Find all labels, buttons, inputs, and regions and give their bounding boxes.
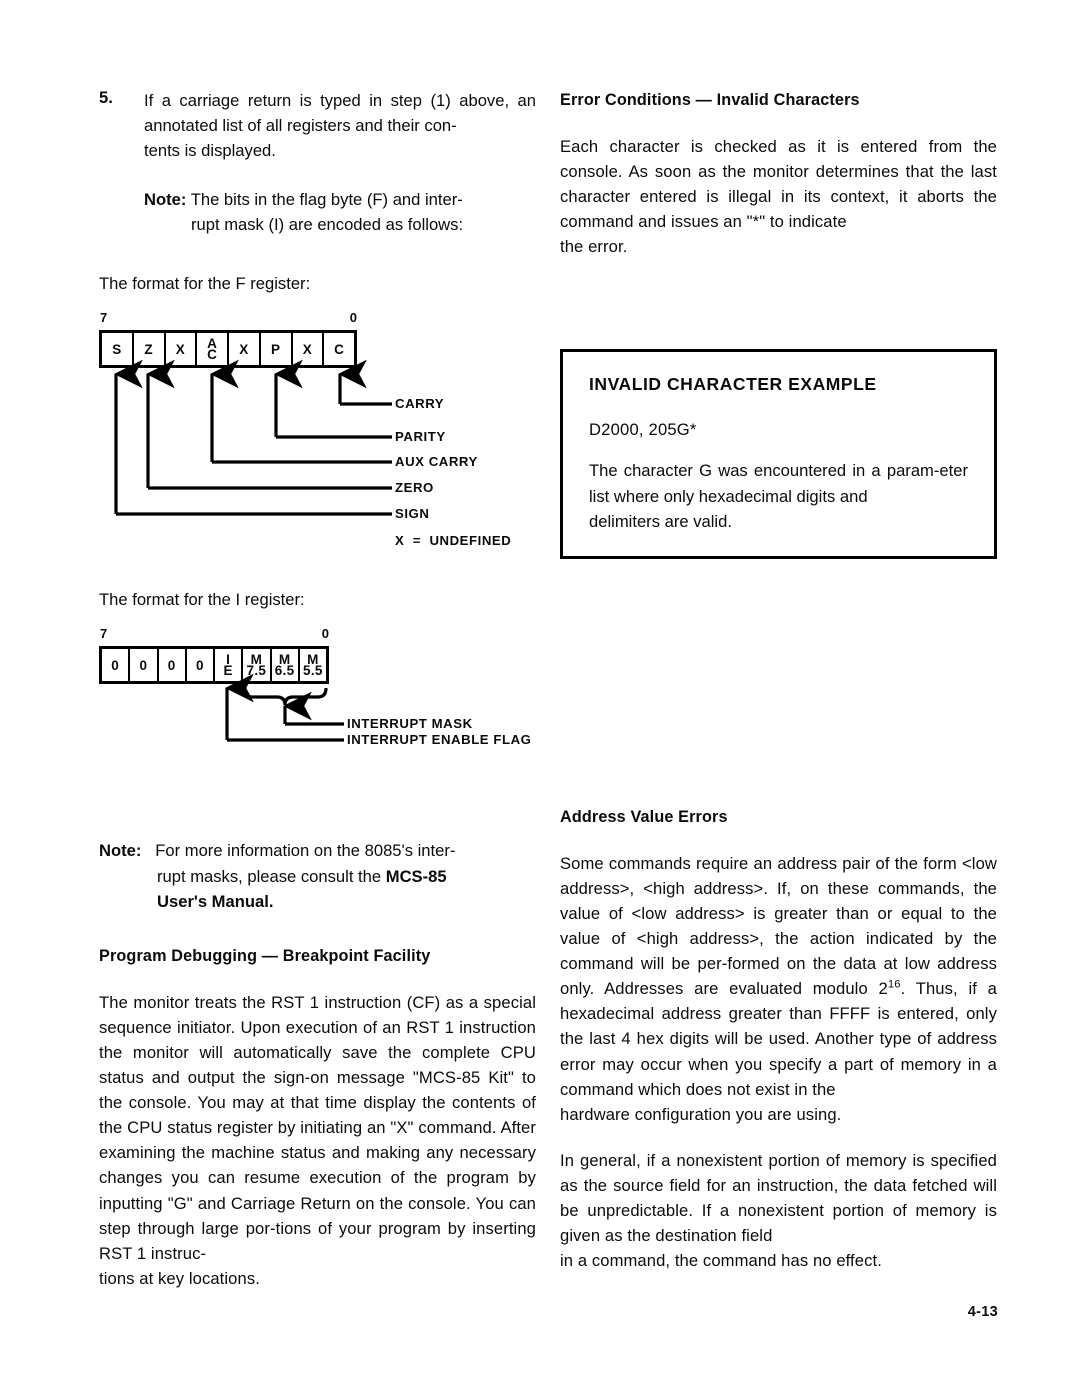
address-exponent: 16	[887, 978, 901, 991]
f-bit-4-label-b: C	[207, 347, 218, 363]
f-bit-0-label: C	[334, 341, 345, 357]
example-box-code: D2000, 205G*	[589, 420, 697, 440]
note-text-1: The bits in the flag byte (F) and inter-	[190, 190, 463, 210]
example-body-text: The character G was encountered in a param-eter list where only hexadecimal digits and	[589, 461, 968, 506]
paragraph-error-conditions	[560, 134, 997, 259]
i-label-interrupt-enable-flag: INTERRUPT ENABLE FLAG	[347, 732, 532, 748]
item-5-text: If a carriage return is typed in step (1) above, an annotated list of all registers and their con-	[144, 91, 536, 136]
i-bit-m65-label-b: 6.5	[274, 663, 295, 679]
paragraph-program-debugging	[99, 990, 536, 1291]
note2-line-3: User's Manual.	[157, 891, 274, 911]
debug-text-last: tions at key locations.	[99, 1268, 260, 1288]
interrupt-mask-brace	[244, 688, 326, 705]
address-text-2: In general, if a nonexistent portion of memory is specified as the source field for an instruction, the data fetched will be unpredictable. If a nonexistent portion of memory is given as the destination field	[560, 1150, 997, 1246]
note-flag-encoding	[144, 187, 536, 237]
numbered-item-5	[99, 88, 536, 163]
right-column	[560, 88, 997, 1294]
note2-label: Note:	[99, 841, 142, 861]
i-register-caption: The format for the I register:	[99, 590, 305, 610]
f-register-leader-lines	[99, 312, 399, 527]
heading-program-debugging: Program Debugging — Breakpoint Facility	[99, 946, 431, 965]
f-label-zero: ZERO	[395, 480, 434, 496]
i-register-diagram	[99, 628, 536, 748]
example-body-last: delimiters are valid.	[589, 511, 732, 531]
i-bit-m75-label-b: 7.5	[246, 663, 267, 679]
f-register-caption: The format for the F register:	[99, 274, 311, 294]
f-bit-4-label-a: A	[207, 335, 218, 351]
i-bit-label-low: 0	[321, 626, 329, 642]
f-bit-3-label: X	[239, 341, 249, 357]
i-bit-7-label: 0	[111, 657, 120, 673]
left-column	[99, 88, 536, 1312]
i-bit-label-high: 7	[100, 626, 108, 642]
i-bit-m75-label-a: M	[250, 651, 263, 667]
note2-line-1	[99, 838, 536, 863]
heading-address-value-errors: Address Value Errors	[560, 807, 728, 826]
f-label-carry: CARRY	[395, 396, 445, 412]
example-box-body	[589, 458, 968, 533]
i-bit-m55-label-a: M	[307, 651, 319, 667]
f-label-legend: X = UNDEFINED	[395, 533, 512, 549]
note2-text-1: For more information on the 8085's inter-	[155, 841, 456, 861]
f-bit-5-label: X	[175, 341, 186, 357]
errors-text: Each character is checked as it is entered from the console. As soon as the monitor determines that the last character entered is illegal in its context, it aborts the command and issues an "*" to indicate	[560, 137, 997, 232]
errors-text-last: the error.	[560, 237, 628, 257]
f-label-sign: SIGN	[395, 506, 430, 522]
i-bit-4-label: 0	[195, 657, 204, 673]
paragraph-address-errors-1	[560, 851, 997, 1127]
note-label: Note:	[144, 190, 187, 210]
note-line-1	[144, 187, 536, 212]
note-interrupt-masks	[99, 838, 536, 913]
i-bit-ie-label-a: I	[226, 651, 231, 667]
f-bit-label-high: 7	[100, 310, 108, 326]
address-text-2-last: in a command, the command has no effect.	[560, 1251, 882, 1271]
f-bit-6-label: Z	[144, 341, 153, 357]
f-bit-2-label: P	[270, 341, 281, 357]
heading-error-conditions: Error Conditions — Invalid Characters	[560, 91, 860, 109]
f-bit-7-label: S	[112, 341, 122, 357]
item-5-last-line: tents is displayed.	[144, 141, 276, 161]
i-bit-5-label: 0	[167, 657, 176, 673]
i-bit-m55-label-b: 5.5	[303, 663, 323, 679]
note-line-2: rupt mask (I) are encoded as follows:	[191, 215, 464, 235]
i-bit-m65-label-a: M	[278, 651, 291, 667]
address-text-1b: . Thus, if a hexadecimal address greater than FFFF is entered, only the last 4 hex digits will be used. Another type of address error may occur when you specify a part of memory in a command which does not exist in the	[560, 979, 997, 1099]
example-box-title: INVALID CHARACTER EXAMPLE	[589, 374, 877, 395]
paragraph-address-errors-2	[560, 1148, 997, 1273]
f-label-aux-carry: AUX CARRY	[395, 454, 478, 470]
address-text-1a: Some commands require an address pair of the form <low address>, <high address>. If, on these commands, the value of <low address> is greater than or equal to the value of <high address>, the action indicated by the command will be per-formed on the data at low address only. Addresses are evaluated modulo 2	[560, 853, 997, 999]
f-register-diagram	[99, 310, 536, 549]
i-bit-ie-label-b: E	[223, 663, 233, 679]
address-text-1-last: hardware configuration you are using.	[560, 1104, 842, 1124]
note2-text-2b: MCS-85	[385, 866, 447, 886]
item-5-body	[144, 88, 536, 163]
debug-text: The monitor treats the RST 1 instruction (CF) as a special sequence initiator. Upon execution of an RST 1 instruction the monitor will automatically save the complete CPU status and output the sign-on message "MCS-85 Kit" to the console. You may at that time display the contents of the CPU status register by initiating an "X" command. After examining the machine status and making any necessary changes you can resume execution of the program by inputting "G" and Carriage Return on the console. You can step through large por-tions of your program by inserting RST 1 instruc-	[99, 992, 536, 1263]
i-bit-6-label: 0	[139, 657, 148, 673]
note2-text-2a: rupt masks, please consult the	[157, 866, 386, 886]
f-label-parity: PARITY	[395, 429, 446, 445]
page-number: 4-13	[967, 1304, 998, 1320]
item-number: 5.	[99, 88, 113, 107]
note2-line-2	[157, 864, 536, 889]
invalid-character-example-box	[560, 349, 997, 558]
i-label-interrupt-mask: INTERRUPT MASK	[347, 716, 473, 732]
f-bit-label-low: 0	[349, 310, 357, 326]
f-bit-1-label: X	[302, 341, 313, 357]
